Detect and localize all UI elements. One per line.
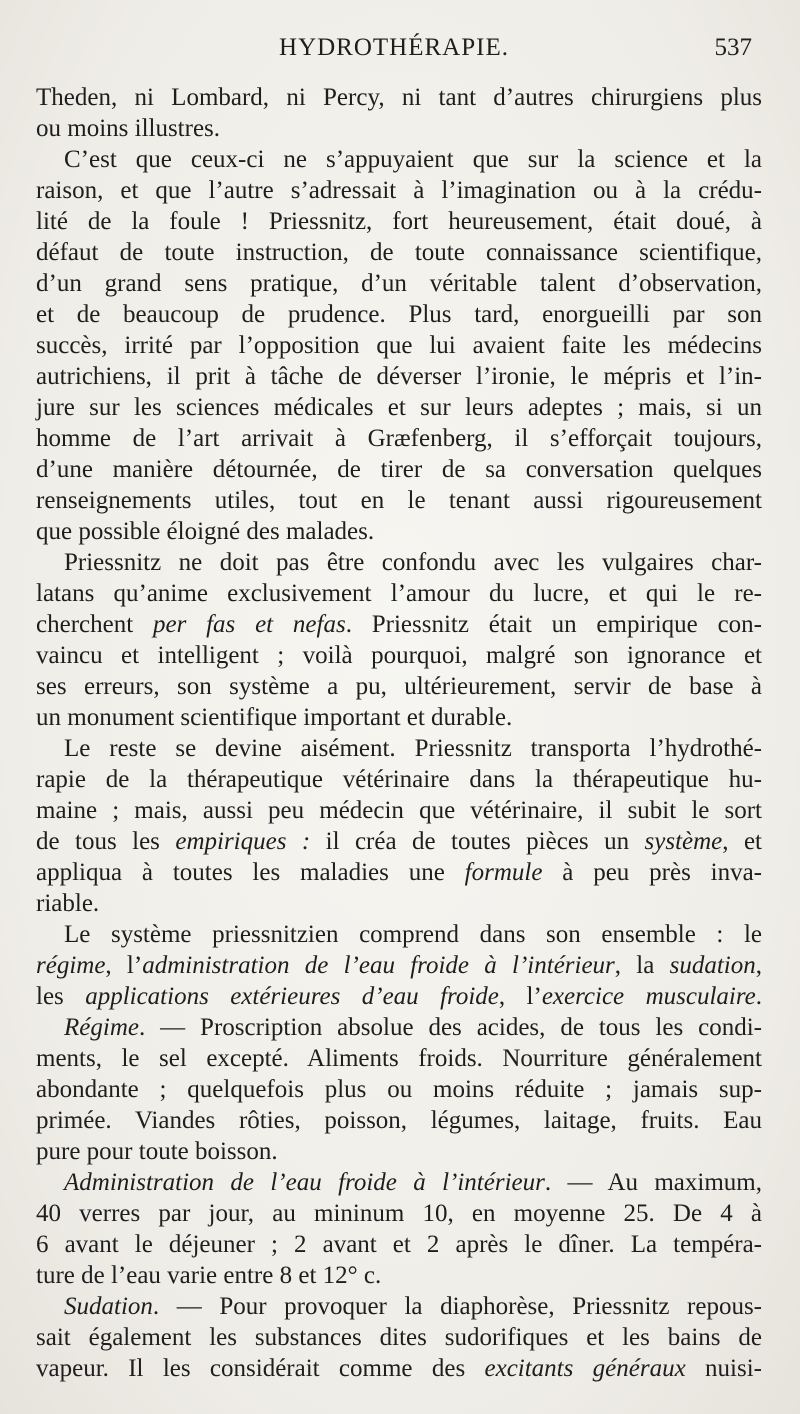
- text-line: que possible éloigné des malades.: [36, 518, 375, 545]
- text-line: latans qu’anime exclusivement l’amour du lucre, et qui le re-: [36, 580, 762, 607]
- text-line: vaincu et intelligent ; voilà pourquoi, malgré son ignorance et: [36, 642, 762, 669]
- text-line: défaut de toute instruction, de toute connaissance scientifique,: [36, 239, 762, 266]
- text-line: sait également les substances dites sudorifiques et les bains de: [36, 1324, 762, 1351]
- text-line: succès, irrité par l’opposition que lui avaient faite les médecins: [36, 332, 762, 359]
- text-line: Régime. — Proscription absolue des acides, de tous les condi-: [64, 1014, 762, 1041]
- text-line: Theden, ni Lombard, ni Percy, ni tant d’autres chirurgiens plus: [36, 84, 762, 111]
- text-line: cherchent per fas et nefas. Priessnitz était un empirique con-: [36, 611, 762, 638]
- text-line: C’est que ceux-ci ne s’appuyaient que sur la science et la: [64, 146, 762, 173]
- text-line: régime, l’administration de l’eau froide à l’intérieur, la sudation,: [36, 952, 762, 979]
- text-line: maine ; mais, aussi peu médecin que vétérinaire, il subit le sort: [36, 797, 762, 824]
- page-header: [36, 34, 752, 74]
- text-line: ture de l’eau varie entre 8 et 12° c.: [36, 1262, 382, 1289]
- text-line: ou moins illustres.: [36, 115, 221, 142]
- text-line: Sudation. — Pour provoquer la diaphorèse, Priessnitz repous-: [64, 1293, 762, 1320]
- text-line: raison, et que l’autre s’adressait à l’imagination ou à la crédu-: [36, 177, 762, 204]
- text-line: Priessnitz ne doit pas être confondu avec les vulgaires char-: [64, 549, 762, 576]
- text-line: 6 avant le déjeuner ; 2 avant et 2 après le dîner. La tempéra-: [36, 1231, 762, 1258]
- text-line: Le système priessnitzien comprend dans son ensemble : le: [64, 921, 762, 948]
- text-line: 40 verres par jour, au mininum 10, en moyenne 25. De 4 à: [36, 1200, 762, 1227]
- text-line: abondante ; quelquefois plus ou moins réduite ; jamais sup-: [36, 1076, 762, 1103]
- body-text: [36, 82, 762, 1384]
- text-line: les applications extérieures d’eau froide, l’exercice musculaire.: [36, 983, 762, 1010]
- text-line: appliqua à toutes les maladies une formule à peu près inva-: [36, 859, 762, 886]
- text-line: primée. Viandes rôties, poisson, légumes, laitage, fruits. Eau: [36, 1107, 762, 1134]
- text-line: rapie de la thérapeutique vétérinaire dans la thérapeutique hu-: [36, 766, 762, 793]
- text-line: renseignements utiles, tout en le tenant aussi rigoureusement: [36, 487, 762, 514]
- text-line: de tous les empiriques : il créa de toutes pièces un système, et: [36, 828, 762, 855]
- text-line: lité de la foule ! Priessnitz, fort heureusement, était doué, à: [36, 208, 762, 235]
- text-line: et de beaucoup de prudence. Plus tard, enorgueilli par son: [36, 301, 762, 328]
- text-line: Le reste se devine aisément. Priessnitz transporta l’hydrothé-: [64, 735, 762, 762]
- text-line: vapeur. Il les considérait comme des excitants généraux nuisi-: [36, 1355, 762, 1382]
- page-number: 537: [714, 34, 752, 61]
- text-line: jure sur les sciences médicales et sur leurs adeptes ; mais, si un: [36, 394, 762, 421]
- text-line: homme de l’art arrivait à Græfenberg, il s’efforçait toujours,: [36, 425, 762, 452]
- text-line: ses erreurs, son système a pu, ultérieurement, servir de base à: [36, 673, 762, 700]
- text-line: d’un grand sens pratique, d’un véritable talent d’observation,: [36, 270, 762, 297]
- text-line: ments, le sel excepté. Aliments froids. Nourriture généralement: [36, 1045, 762, 1072]
- text-line: riable.: [36, 890, 100, 917]
- running-title: HYDROTHÉRAPIE.: [279, 34, 509, 61]
- text-line: d’une manière détournée, de tirer de sa conversation quelques: [36, 456, 762, 483]
- text-line: Administration de l’eau froide à l’intérieur. — Au maximum,: [64, 1169, 762, 1196]
- text-line: pure pour toute boisson.: [36, 1138, 278, 1165]
- text-line: un monument scientifique important et durable.: [36, 704, 513, 731]
- text-line: autrichiens, il prit à tâche de déverser l’ironie, le mépris et l’in-: [36, 363, 762, 390]
